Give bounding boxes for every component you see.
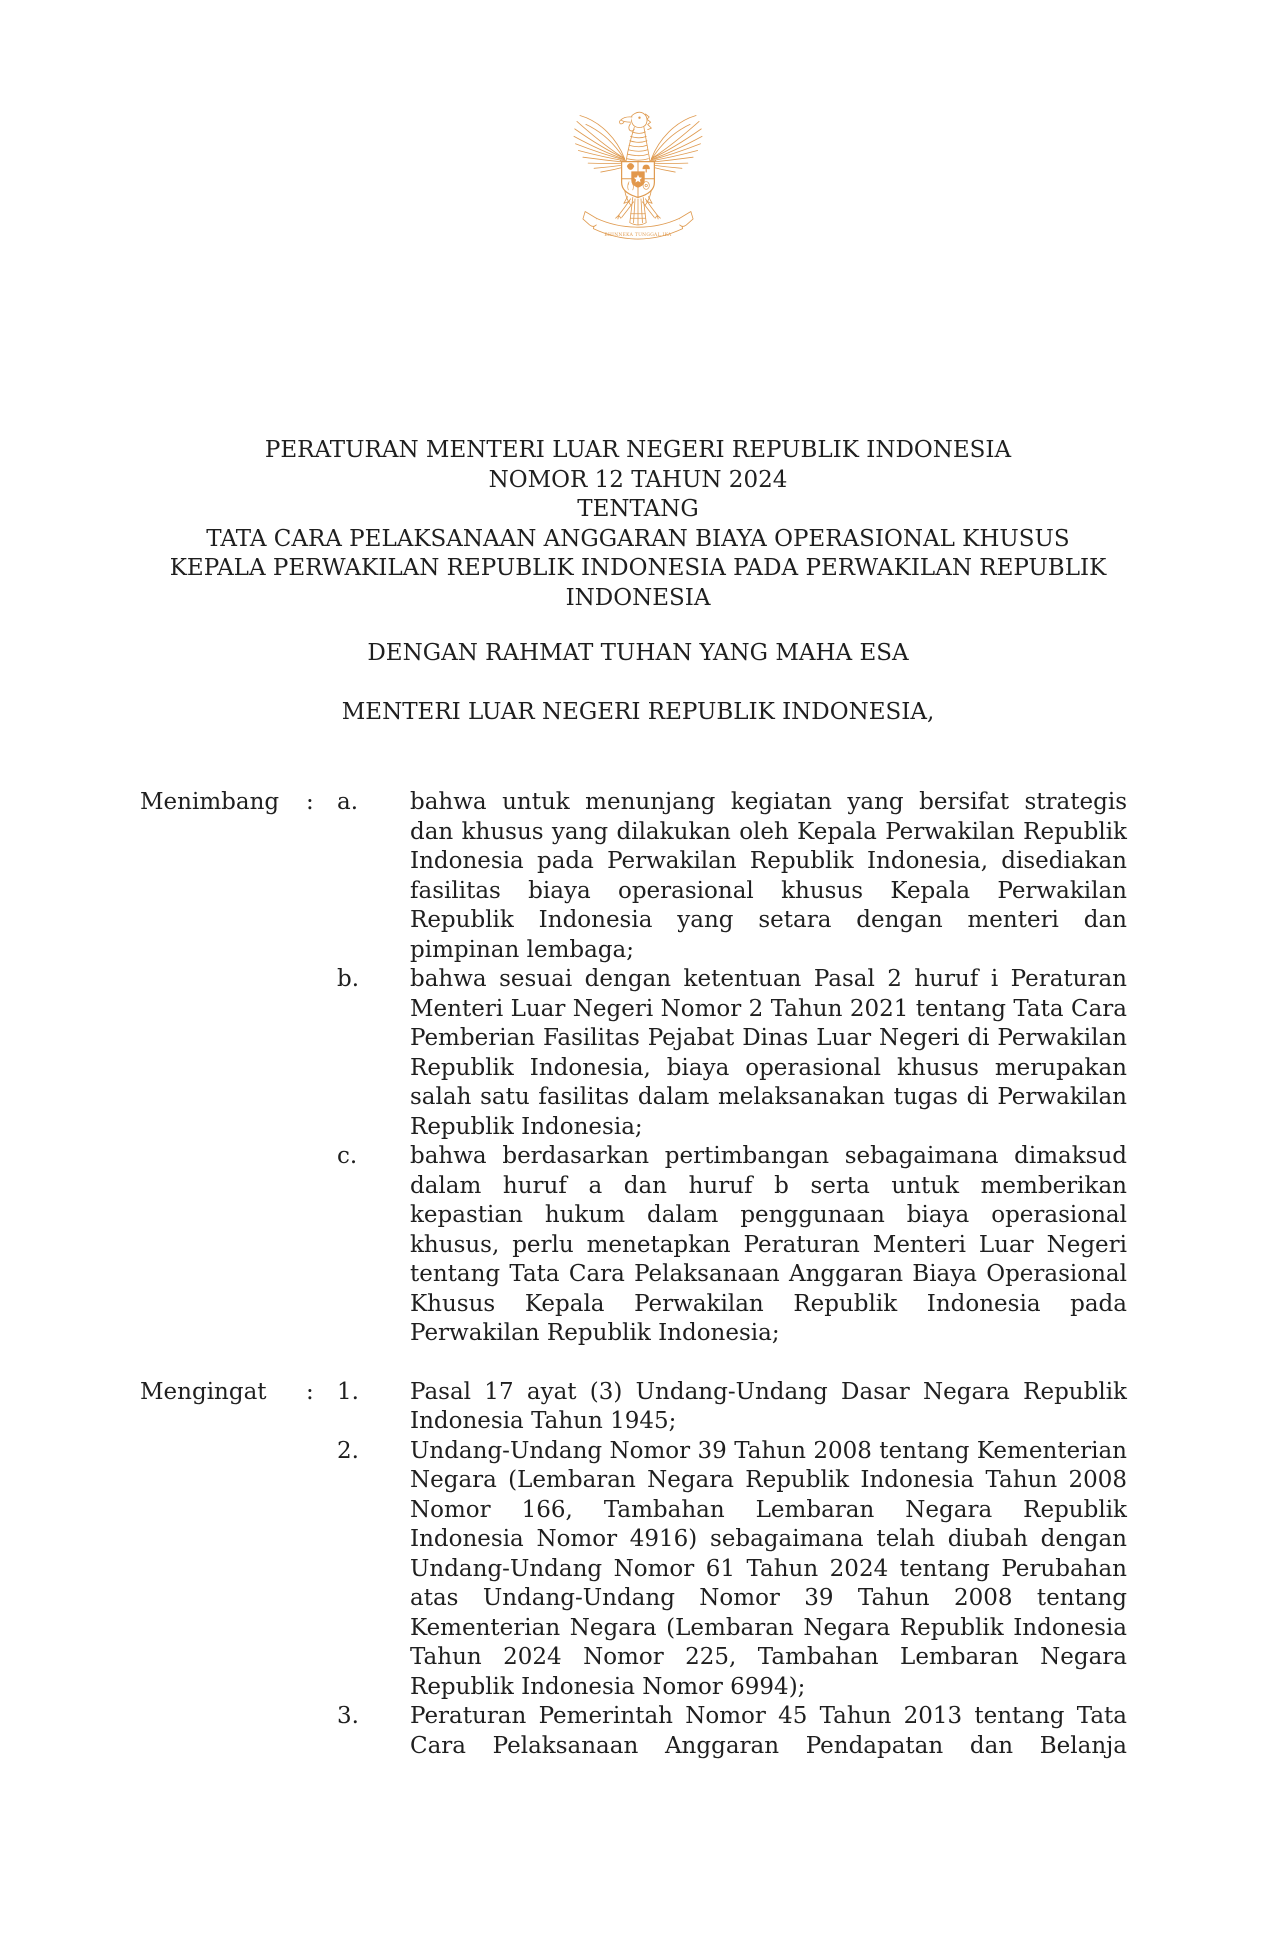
subject-line-3: INDONESIA xyxy=(565,584,711,611)
mengingat-colon: : xyxy=(306,1378,314,1405)
item-marker: 1. xyxy=(337,1378,359,1405)
item-text: bahwa berdasarkan pertimbangan sebagaimana dimaksud dalam huruf a dan huruf b serta untuk memberikan kepastian hukum dalam penggunaan biaya operasional khusus, perlu menetapkan Peraturan Menteri Luar Negeri tentang Tata Cara Pelaksanaan Anggaran Biaya Operasional Khusus Kepala Perwakilan Republik Indonesia pada Perwakilan Republik Indonesia; xyxy=(410,1143,1127,1346)
tentang-label: TENTANG xyxy=(577,496,699,522)
garuda-emblem-graphic xyxy=(571,106,705,256)
item-marker: a. xyxy=(337,789,359,815)
item-marker: 2. xyxy=(337,1437,359,1464)
menimbang-items xyxy=(337,788,1127,1349)
list-item xyxy=(337,1378,1127,1437)
subject-line-2: KEPALA PERWAKILAN REPUBLIK INDONESIA PADA PERWAKILAN REPUBLIK xyxy=(169,555,1107,581)
list-item xyxy=(337,1437,1127,1703)
clauses-section xyxy=(140,788,1127,1761)
item-marker: c. xyxy=(337,1143,358,1169)
item-text: bahwa sesuai dengan ketentuan Pasal 2 huruf i Peraturan Menteri Luar Negeri Nomor 2 Tahun 2021 tentang Tata Cara Pemberian Fasilitas Pejabat Dinas Luar Negeri di Perwakilan Republik Indonesia, biaya operasional khusus merupakan salah satu fasilitas dalam melaksanakan tugas di Perwakilan Republik Indonesia; xyxy=(410,966,1127,1140)
mengingat-label: Mengingat xyxy=(140,1378,267,1405)
mengingat-items xyxy=(337,1378,1127,1762)
list-item xyxy=(337,1702,1127,1761)
item-text: bahwa untuk menunjang kegiatan yang bersifat strategis dan khusus yang dilakukan oleh Kepala Perwakilan Republik Indonesia pada Perwakilan Republik Indonesia, disediakan fasilitas biaya operasional khusus Kepala Perwakilan Republik Indonesia yang setara dengan menteri dan pimpinan lembaga; xyxy=(410,789,1127,963)
emblem-motto-text: BHINNEKA TUNGGAL IKA xyxy=(604,233,672,239)
list-item xyxy=(337,965,1127,1142)
regulation-number: NOMOR 12 TAHUN 2024 xyxy=(488,466,788,493)
item-text: Pasal 17 ayat (3) Undang-Undang Dasar Negara Republik Indonesia Tahun 1945; xyxy=(410,1378,1127,1434)
garuda-pancasila-emblem xyxy=(571,106,705,256)
menimbang-section xyxy=(140,788,1127,1349)
item-marker: 3. xyxy=(337,1703,359,1729)
mengingat-section xyxy=(140,1378,1127,1762)
list-item xyxy=(337,1142,1127,1349)
subject-line-1: TATA CARA PELAKSANAAN ANGGARAN BIAYA OPERASIONAL KHUSUS xyxy=(206,525,1070,552)
item-text: Undang-Undang Nomor 39 Tahun 2008 tentang Kementerian Negara (Lembaran Negara Republik Indonesia Tahun 2008 Nomor 166, Tambahan Lembaran Negara Republik Indonesia Nomor 4916) sebagaimana telah diubah dengan Undang-Undang Nomor 61 Tahun 2024 tentang Perubahan atas Undang-Undang Nomor 39 Tahun 2008 tentang Kementerian Negara (Lembaran Negara Republik Indonesia Tahun 2024 Nomor 225, Tambahan Lembaran Negara Republik Indonesia Nomor 6994); xyxy=(410,1437,1127,1700)
item-text: Peraturan Pemerintah Nomor 45 Tahun 2013 tentang Tata Cara Pelaksanaan Anggaran Pendapatan dan Belanja xyxy=(410,1703,1127,1759)
menimbang-colon: : xyxy=(306,789,314,815)
invocation-line: DENGAN RAHMAT TUHAN YANG MAHA ESA xyxy=(367,640,909,666)
menimbang-label: Menimbang xyxy=(140,789,280,815)
item-marker: b. xyxy=(337,966,360,992)
document-title-block xyxy=(123,436,1153,613)
list-item xyxy=(337,788,1127,965)
regulation-title: PERATURAN MENTERI LUAR NEGERI REPUBLIK INDONESIA xyxy=(264,437,1012,463)
authority-line: MENTERI LUAR NEGERI REPUBLIK INDONESIA, xyxy=(341,698,935,725)
